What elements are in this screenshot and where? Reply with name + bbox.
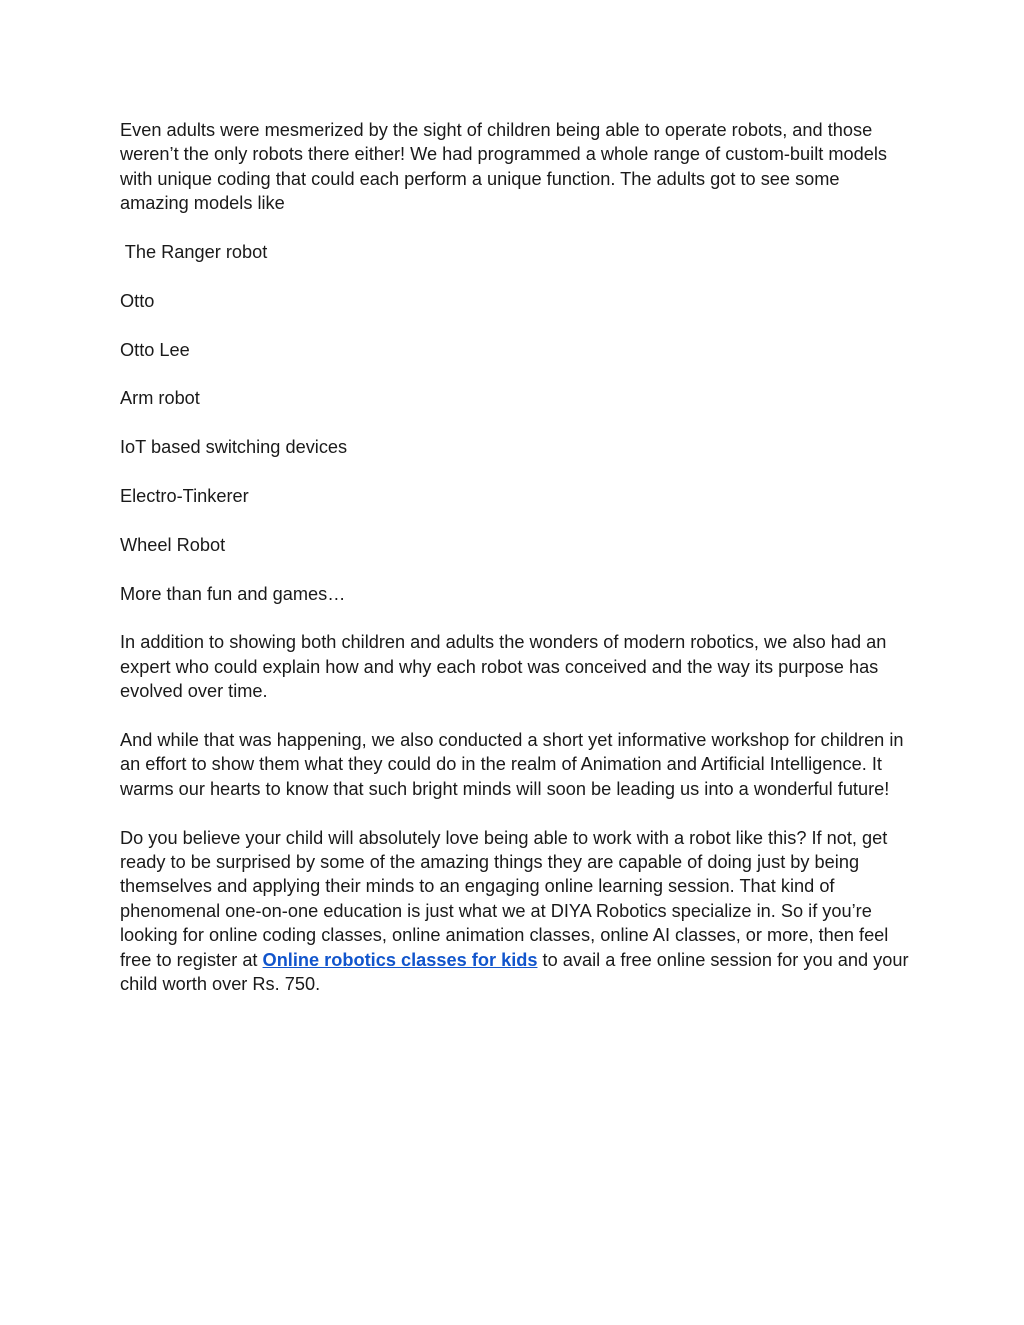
model-item-ranger: The Ranger robot [120, 242, 268, 263]
model-item-arm-robot: Arm robot [120, 388, 200, 409]
model-item-electro-tinkerer: Electro-Tinkerer [120, 486, 249, 506]
model-item-iot-devices: IoT based switching devices [120, 437, 348, 458]
online-robotics-classes-link[interactable]: Online robotics classes for kids [262, 949, 538, 970]
cta-text-before-link: Do you believe your child will absolutely love being able to work with a robot like this? If not, get ready to be surprised by some of the amazing things they are capable of doing just by being themselves and applying their minds to an engaging online learning session. That kind of phenomenal one-on-one education is just what we at DIYA Robotics specialize in. So if you’re looking for online coding classes, online animation classes, online AI classes, or more, then feel free to register at [120, 827, 889, 970]
cta-text-after-link: to avail a free online session for you and your child worth over Rs. 750. [120, 949, 909, 995]
model-item-otto: Otto [120, 290, 155, 311]
model-item-otto-lee: Otto Lee [120, 339, 190, 360]
model-item-wheel-robot: Wheel Robot [120, 534, 226, 555]
expert-paragraph: In addition to showing both children and adults the wonders of modern robotics, we also had an expert who could explain how and why each robot was conceived and the way its purpose has evolved over time. [120, 632, 887, 702]
section-heading: More than fun and games… [120, 583, 346, 604]
intro-paragraph: Even adults were mesmerized by the sight of children being able to operate robots, and those weren’t the only robots there either! We had programmed a whole range of custom-built models with unique coding that could each perform a unique function. The adults got to see some amazing models like [120, 120, 887, 214]
cta-paragraph [120, 826, 910, 997]
workshop-paragraph: And while that was happening, we also conducted a short yet informative workshop for children in an effort to show them what they could do in the realm of Animation and Artificial Intelligence. It warms our hearts to know that such bright minds will soon be leading us into a wonderful future! [120, 730, 904, 799]
document-body [120, 118, 910, 1021]
